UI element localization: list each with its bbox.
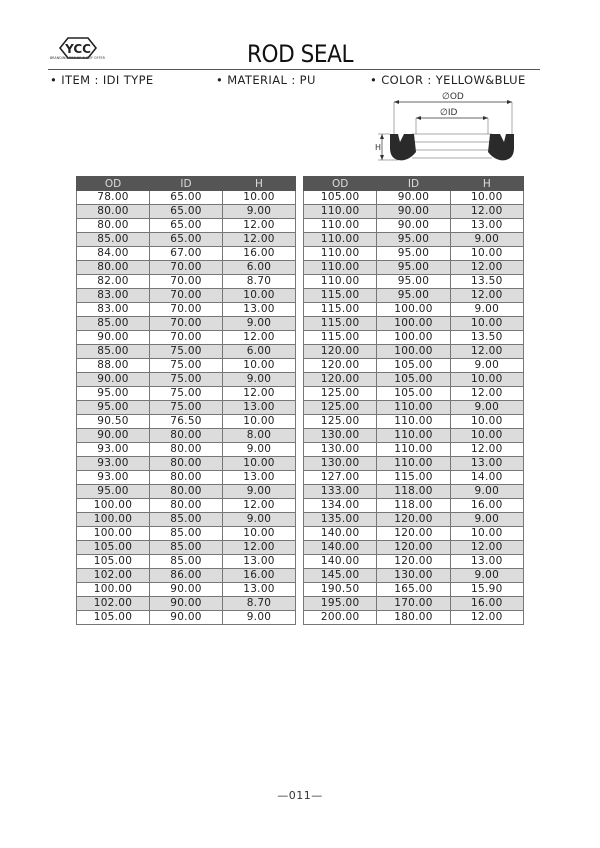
cell-id: 100.00 <box>377 317 450 331</box>
cell-id: 85.00 <box>150 541 223 555</box>
table-row <box>77 275 296 289</box>
cell-od: 105.00 <box>77 541 150 555</box>
column-header-id: ID <box>150 177 223 191</box>
cell-h: 9.00 <box>223 611 296 625</box>
table-row <box>77 401 296 415</box>
table-row <box>304 555 524 569</box>
table-row <box>77 569 296 583</box>
cell-h: 9.00 <box>223 205 296 219</box>
table-row <box>77 387 296 401</box>
cell-od: 93.00 <box>77 471 150 485</box>
cell-id: 90.00 <box>150 583 223 597</box>
cell-h: 16.00 <box>223 247 296 261</box>
table-row <box>304 219 524 233</box>
cell-id: 110.00 <box>377 457 450 471</box>
cell-h: 10.00 <box>450 317 523 331</box>
cell-h: 10.00 <box>223 415 296 429</box>
cell-od: 102.00 <box>77 597 150 611</box>
table-row <box>77 247 296 261</box>
table-row <box>77 457 296 471</box>
cell-id: 76.50 <box>150 415 223 429</box>
cell-od: 140.00 <box>304 555 377 569</box>
cell-od: 125.00 <box>304 387 377 401</box>
cell-id: 95.00 <box>377 247 450 261</box>
table-row <box>304 471 524 485</box>
table-row <box>304 233 524 247</box>
table-row <box>77 317 296 331</box>
table-row <box>304 373 524 387</box>
table-row <box>77 485 296 499</box>
table-row <box>77 261 296 275</box>
cell-id: 86.00 <box>150 569 223 583</box>
cell-id: 65.00 <box>150 219 223 233</box>
cell-od: 78.00 <box>77 191 150 205</box>
cell-id: 90.00 <box>377 205 450 219</box>
cell-id: 80.00 <box>150 499 223 513</box>
cell-id: 100.00 <box>377 345 450 359</box>
cell-h: 9.00 <box>223 373 296 387</box>
table-row <box>77 443 296 457</box>
cell-od: 120.00 <box>304 345 377 359</box>
cell-id: 70.00 <box>150 317 223 331</box>
cell-od: 100.00 <box>77 527 150 541</box>
cell-od: 90.00 <box>77 429 150 443</box>
table-row <box>304 289 524 303</box>
table-row <box>304 191 524 205</box>
cell-h: 13.00 <box>223 555 296 569</box>
table-row <box>77 289 296 303</box>
table-row <box>77 359 296 373</box>
cell-h: 9.00 <box>223 513 296 527</box>
table-row <box>304 513 524 527</box>
cell-id: 110.00 <box>377 429 450 443</box>
cell-id: 70.00 <box>150 261 223 275</box>
cell-od: 115.00 <box>304 317 377 331</box>
cell-id: 80.00 <box>150 429 223 443</box>
cell-id: 120.00 <box>377 555 450 569</box>
table-row <box>304 331 524 345</box>
cell-od: 85.00 <box>77 233 150 247</box>
table-row <box>77 541 296 555</box>
table-row <box>77 611 296 625</box>
table-row <box>304 597 524 611</box>
cell-od: 115.00 <box>304 331 377 345</box>
cell-od: 130.00 <box>304 443 377 457</box>
id-label: ∅ID <box>440 108 458 118</box>
cell-od: 102.00 <box>77 569 150 583</box>
cell-h: 9.00 <box>450 569 523 583</box>
cell-id: 130.00 <box>377 569 450 583</box>
cell-id: 110.00 <box>377 401 450 415</box>
table-row <box>77 499 296 513</box>
table-row <box>77 597 296 611</box>
cell-od: 90.50 <box>77 415 150 429</box>
column-header-id: ID <box>377 177 450 191</box>
cell-od: 120.00 <box>304 359 377 373</box>
cell-h: 10.00 <box>450 247 523 261</box>
cell-h: 13.00 <box>450 219 523 233</box>
cell-id: 75.00 <box>150 359 223 373</box>
cell-h: 10.00 <box>223 527 296 541</box>
table-row <box>77 345 296 359</box>
cell-od: 110.00 <box>304 219 377 233</box>
cell-h: 14.00 <box>450 471 523 485</box>
table-row <box>77 415 296 429</box>
cell-h: 8.70 <box>223 597 296 611</box>
cell-id: 75.00 <box>150 387 223 401</box>
cell-id: 95.00 <box>377 289 450 303</box>
table-row <box>304 569 524 583</box>
table-row <box>77 555 296 569</box>
cell-id: 105.00 <box>377 373 450 387</box>
cell-id: 65.00 <box>150 233 223 247</box>
cell-id: 80.00 <box>150 457 223 471</box>
cell-od: 82.00 <box>77 275 150 289</box>
table-row <box>77 583 296 597</box>
cell-od: 130.00 <box>304 429 377 443</box>
cell-od: 140.00 <box>304 541 377 555</box>
cell-od: 84.00 <box>77 247 150 261</box>
cell-od: 80.00 <box>77 261 150 275</box>
cell-h: 12.00 <box>450 289 523 303</box>
cell-h: 9.00 <box>223 317 296 331</box>
cell-id: 95.00 <box>377 233 450 247</box>
cell-h: 10.00 <box>450 527 523 541</box>
cell-h: 8.70 <box>223 275 296 289</box>
cell-h: 9.00 <box>223 443 296 457</box>
cell-od: 110.00 <box>304 233 377 247</box>
table-row <box>304 527 524 541</box>
column-header-od: OD <box>304 177 377 191</box>
cell-od: 125.00 <box>304 415 377 429</box>
cell-od: 115.00 <box>304 303 377 317</box>
table-row <box>304 205 524 219</box>
cell-od: 90.00 <box>77 331 150 345</box>
cell-od: 125.00 <box>304 401 377 415</box>
table-row <box>77 513 296 527</box>
cell-od: 95.00 <box>77 387 150 401</box>
cell-id: 180.00 <box>377 611 450 625</box>
cell-id: 67.00 <box>150 247 223 261</box>
table-row <box>304 387 524 401</box>
cell-h: 13.00 <box>223 303 296 317</box>
cell-od: 83.00 <box>77 289 150 303</box>
cell-id: 118.00 <box>377 485 450 499</box>
cell-id: 70.00 <box>150 289 223 303</box>
cell-h: 12.00 <box>450 443 523 457</box>
cell-od: 93.00 <box>77 457 150 471</box>
table-row <box>77 303 296 317</box>
table-row <box>304 541 524 555</box>
cell-id: 80.00 <box>150 485 223 499</box>
cell-h: 10.00 <box>450 415 523 429</box>
seal-profile-left <box>390 134 416 160</box>
cell-h: 13.00 <box>223 471 296 485</box>
cell-h: 6.00 <box>223 261 296 275</box>
cell-h: 13.00 <box>223 583 296 597</box>
cell-h: 10.00 <box>223 457 296 471</box>
cell-id: 75.00 <box>150 401 223 415</box>
cell-h: 12.00 <box>450 345 523 359</box>
cell-id: 70.00 <box>150 303 223 317</box>
column-header-h: H <box>223 177 296 191</box>
table-row <box>304 429 524 443</box>
cell-id: 115.00 <box>377 471 450 485</box>
cell-h: 12.00 <box>223 499 296 513</box>
cell-id: 120.00 <box>377 513 450 527</box>
cell-id: 95.00 <box>377 275 450 289</box>
cell-od: 195.00 <box>304 597 377 611</box>
table-row <box>304 443 524 457</box>
cell-od: 130.00 <box>304 457 377 471</box>
cell-id: 120.00 <box>377 527 450 541</box>
cell-h: 12.00 <box>223 387 296 401</box>
cell-id: 90.00 <box>377 191 450 205</box>
cell-od: 135.00 <box>304 513 377 527</box>
cell-h: 10.00 <box>223 289 296 303</box>
cell-id: 118.00 <box>377 499 450 513</box>
cell-od: 80.00 <box>77 219 150 233</box>
cell-od: 140.00 <box>304 527 377 541</box>
header-divider <box>48 69 540 70</box>
cell-id: 105.00 <box>377 359 450 373</box>
cell-h: 12.00 <box>450 387 523 401</box>
color-spec: • COLOR : YELLOW&BLUE <box>370 73 526 87</box>
cell-od: 95.00 <box>77 485 150 499</box>
cell-id: 90.00 <box>150 611 223 625</box>
size-table-left <box>76 176 296 625</box>
table-body-left <box>77 191 296 625</box>
table-row <box>77 205 296 219</box>
page-number: —011— <box>277 789 323 802</box>
cell-h: 9.00 <box>450 485 523 499</box>
cell-h: 6.00 <box>223 345 296 359</box>
table-row <box>77 527 296 541</box>
cell-id: 105.00 <box>377 387 450 401</box>
table-row <box>304 401 524 415</box>
cell-od: 127.00 <box>304 471 377 485</box>
cell-h: 12.00 <box>450 541 523 555</box>
cell-h: 9.00 <box>223 485 296 499</box>
cell-h: 12.00 <box>450 611 523 625</box>
cell-h: 13.00 <box>450 555 523 569</box>
cell-id: 70.00 <box>150 331 223 345</box>
cell-id: 80.00 <box>150 471 223 485</box>
table-row <box>304 345 524 359</box>
cell-h: 9.00 <box>450 303 523 317</box>
cell-h: 10.00 <box>223 191 296 205</box>
od-label: ∅OD <box>442 92 464 102</box>
table-row <box>304 611 524 625</box>
cell-id: 110.00 <box>377 443 450 457</box>
cell-h: 12.00 <box>450 205 523 219</box>
cell-od: 200.00 <box>304 611 377 625</box>
h-label: H <box>375 143 382 152</box>
cell-id: 170.00 <box>377 597 450 611</box>
cell-id: 110.00 <box>377 415 450 429</box>
table-body-right <box>304 191 524 625</box>
cell-od: 80.00 <box>77 205 150 219</box>
table-row <box>77 219 296 233</box>
cell-h: 13.00 <box>223 401 296 415</box>
cell-h: 12.00 <box>223 233 296 247</box>
table-row <box>304 485 524 499</box>
table-row <box>304 499 524 513</box>
cell-h: 9.00 <box>450 233 523 247</box>
cell-id: 75.00 <box>150 373 223 387</box>
cell-od: 145.00 <box>304 569 377 583</box>
cell-h: 16.00 <box>450 499 523 513</box>
cell-id: 75.00 <box>150 345 223 359</box>
cell-h: 12.00 <box>223 331 296 345</box>
table-row <box>77 191 296 205</box>
cell-h: 10.00 <box>450 191 523 205</box>
cell-id: 70.00 <box>150 275 223 289</box>
cell-h: 13.50 <box>450 275 523 289</box>
cell-id: 65.00 <box>150 191 223 205</box>
cell-h: 10.00 <box>450 373 523 387</box>
table-row <box>304 303 524 317</box>
cell-od: 134.00 <box>304 499 377 513</box>
table-row <box>304 317 524 331</box>
cell-id: 65.00 <box>150 205 223 219</box>
page-title: ROD SEAL <box>246 40 354 68</box>
cell-od: 110.00 <box>304 275 377 289</box>
table-row <box>304 583 524 597</box>
table-row <box>304 275 524 289</box>
logo-tagline: BRANDING TOP OF & BUY OFFER <box>50 56 105 60</box>
cell-h: 8.00 <box>223 429 296 443</box>
cell-od: 83.00 <box>77 303 150 317</box>
column-header-od: OD <box>77 177 150 191</box>
cell-od: 88.00 <box>77 359 150 373</box>
cell-od: 105.00 <box>77 555 150 569</box>
table-row <box>77 429 296 443</box>
cell-id: 120.00 <box>377 541 450 555</box>
cell-od: 93.00 <box>77 443 150 457</box>
seal-cross-section-diagram <box>362 88 522 168</box>
cell-od: 115.00 <box>304 289 377 303</box>
cell-h: 10.00 <box>450 429 523 443</box>
table-row <box>304 247 524 261</box>
cell-h: 15.90 <box>450 583 523 597</box>
cell-id: 95.00 <box>377 261 450 275</box>
cell-od: 133.00 <box>304 485 377 499</box>
cell-od: 105.00 <box>304 191 377 205</box>
table-row <box>77 233 296 247</box>
cell-h: 12.00 <box>223 541 296 555</box>
cell-od: 95.00 <box>77 401 150 415</box>
logo-text: YCC <box>65 42 91 56</box>
seal-profile-right <box>488 134 514 160</box>
cell-h: 9.00 <box>450 513 523 527</box>
cell-h: 9.00 <box>450 401 523 415</box>
cell-od: 120.00 <box>304 373 377 387</box>
table-row <box>304 415 524 429</box>
cell-od: 100.00 <box>77 499 150 513</box>
cell-h: 10.00 <box>223 359 296 373</box>
cell-id: 100.00 <box>377 303 450 317</box>
table-row <box>77 331 296 345</box>
cell-id: 85.00 <box>150 555 223 569</box>
cell-id: 100.00 <box>377 331 450 345</box>
cell-od: 110.00 <box>304 261 377 275</box>
item-type: • ITEM : IDI TYPE <box>50 73 154 87</box>
table-row <box>304 359 524 373</box>
material: • MATERIAL : PU <box>216 73 316 87</box>
cell-od: 85.00 <box>77 317 150 331</box>
column-header-h: H <box>450 177 523 191</box>
cell-od: 190.50 <box>304 583 377 597</box>
cell-od: 110.00 <box>304 247 377 261</box>
cell-id: 80.00 <box>150 443 223 457</box>
cell-od: 100.00 <box>77 513 150 527</box>
cell-h: 13.00 <box>450 457 523 471</box>
cell-id: 90.00 <box>377 219 450 233</box>
table-row <box>304 457 524 471</box>
cell-h: 12.00 <box>223 219 296 233</box>
size-table-right <box>303 176 524 625</box>
table-row <box>304 261 524 275</box>
cell-id: 85.00 <box>150 513 223 527</box>
cell-od: 110.00 <box>304 205 377 219</box>
cell-od: 105.00 <box>77 611 150 625</box>
cell-id: 85.00 <box>150 527 223 541</box>
cell-h: 16.00 <box>223 569 296 583</box>
cell-h: 12.00 <box>450 261 523 275</box>
table-row <box>77 471 296 485</box>
cell-od: 85.00 <box>77 345 150 359</box>
cell-h: 16.00 <box>450 597 523 611</box>
cell-id: 90.00 <box>150 597 223 611</box>
cell-id: 165.00 <box>377 583 450 597</box>
cell-h: 9.00 <box>450 359 523 373</box>
table-row <box>77 373 296 387</box>
cell-od: 100.00 <box>77 583 150 597</box>
cell-od: 90.00 <box>77 373 150 387</box>
cell-h: 13.50 <box>450 331 523 345</box>
